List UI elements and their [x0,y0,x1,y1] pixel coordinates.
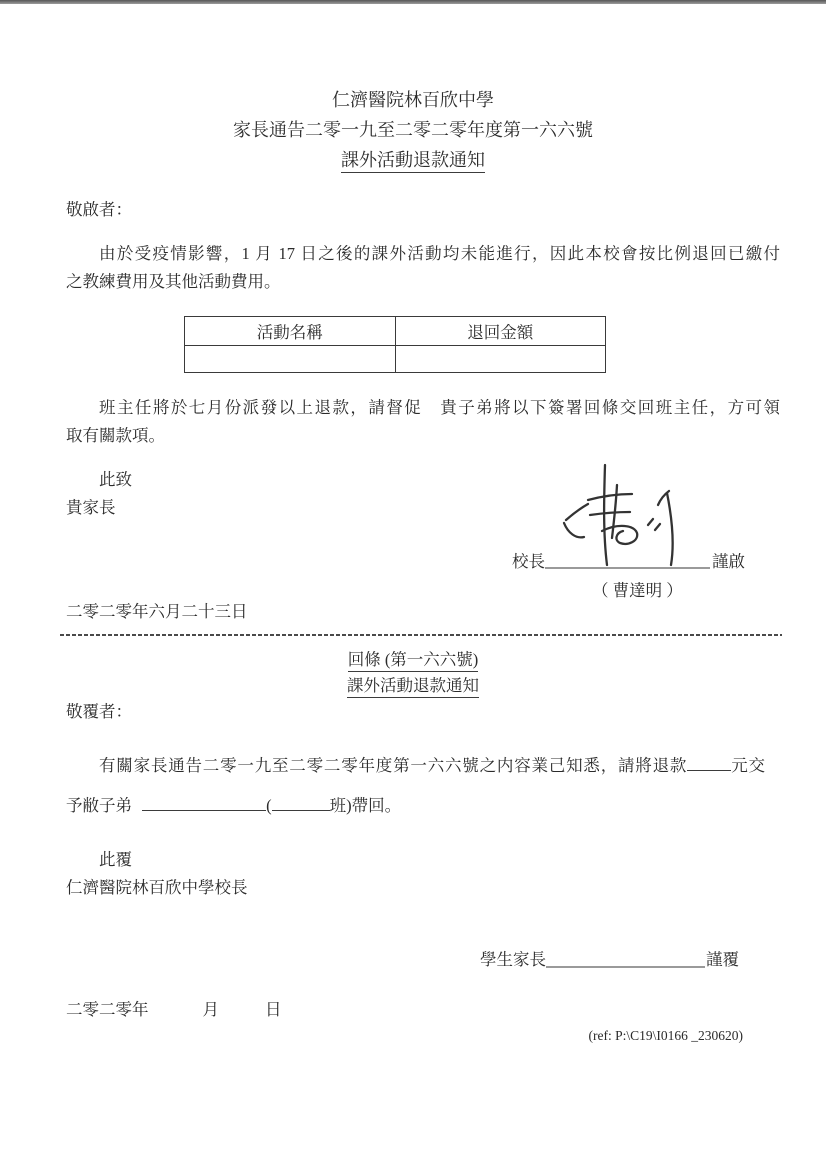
reply-date-year: 二零二零年 [66,1000,149,1019]
reply-closing-principal: 仁濟醫院林百欣中學校長 [66,878,248,897]
file-reference: (ref: P:\C19\I0166 _230620) [588,1028,743,1043]
notice-title [0,146,826,172]
school-name: 仁濟醫院林百欣中學 [332,90,494,110]
reply-line2-tail: 班)帶回。 [329,796,402,815]
refund-amount-blank [687,755,731,771]
paragraph-2 [66,394,780,450]
principal-label: 校長 [512,552,545,571]
scan-edge-artifact [0,0,826,4]
refund-table-empty-row [185,346,606,373]
closing-cizhi: 此致 [99,470,132,489]
paragraph-1-line1: 由於受疫情影響，1 月 17 日之後的課外活動均未能進行，因此本校會按比例退回已繳付 [99,244,780,263]
cut-here-dashed-line [60,634,782,636]
parent-sign-off: 謹覆 [706,950,739,969]
reply-date-month: 月 [202,1000,219,1019]
refund-table-cell-activity [185,346,396,373]
reply-slip-subtitle [0,672,826,696]
paragraph-1-line2: 之教練費用及其他活動費用。 [66,272,281,291]
reply-slip-title-text: 回條 (第一六六號) [348,650,479,672]
paragraph-2-line1: 班主任將於七月份派發以上退款，請督促 貴子弟將以下簽署回條交回班主任，方可領 [99,398,780,417]
parent-signature-line [546,966,705,968]
reply-closing-cifu: 此覆 [99,850,132,869]
notice-date: 二零二零年六月二十三日 [66,602,248,621]
notice-title-text: 課外活動退款通知 [341,150,485,173]
paragraph-2-line2: 取有關款項。 [66,426,165,445]
reply-line1-tail: 元交 [731,756,766,775]
reply-line1-text: 有關家長通告二零一九至二零二零年度第一六六號之内容業己知悉，請將退款 [99,756,688,775]
principal-name: （ 曹達明 ） [592,581,683,600]
class-blank [272,795,330,811]
salutation: 敬啟者： [66,200,132,219]
closing-parents: 貴家長 [66,498,116,517]
reply-line2-text: 予敝子弟 [66,796,132,815]
reply-body-line2 [66,792,401,816]
principal-sign-off: 謹啟 [712,552,745,571]
refund-table-header-amount: 退回金額 [395,317,606,346]
notice-number: 家長通告二零一九至二零二零年度第一六六號 [233,120,593,140]
parent-label: 學生家長 [480,950,546,969]
reply-date-day: 日 [265,1000,282,1019]
refund-table-cell-amount [395,346,606,373]
refund-table-header-activity: 活動名稱 [185,317,396,346]
refund-table-header-row [185,317,606,346]
reply-date-line [66,996,282,1020]
reply-slip-subtitle-text: 課外活動退款通知 [347,676,479,698]
reply-salutation: 敬覆者： [66,702,132,721]
reply-slip-title [0,646,826,670]
principal-signature-line [545,567,710,569]
reply-body-line1 [66,752,766,776]
student-name-blank [142,795,266,811]
paragraph-1 [66,240,780,296]
principal-signature-ink [550,453,695,573]
reply-line2-open-paren: ( [266,796,272,815]
refund-table [184,316,606,373]
